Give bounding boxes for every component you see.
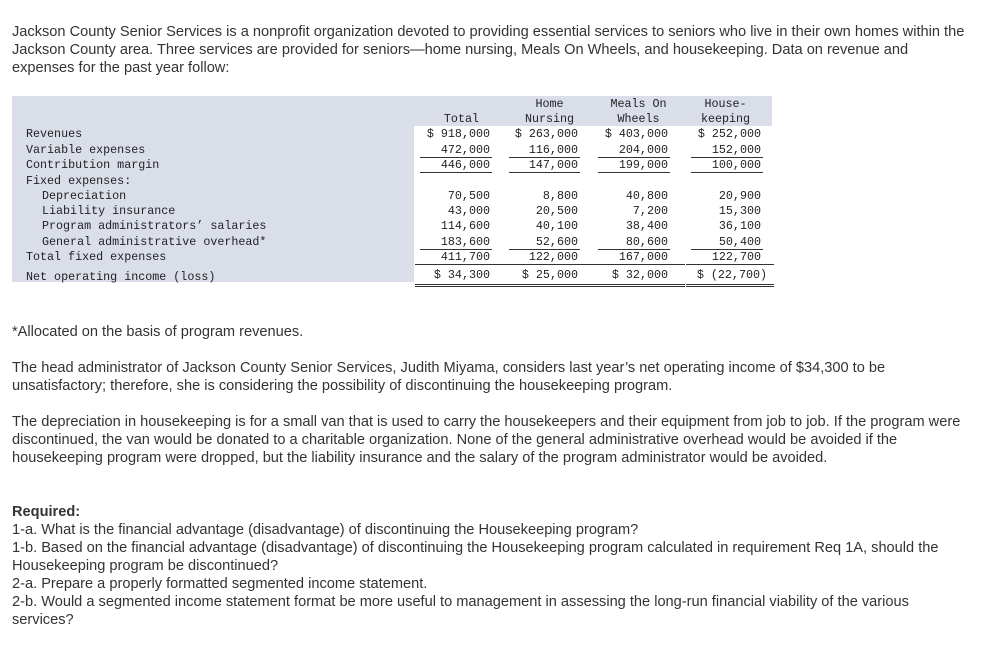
row-label-admin-overhead: General administrative overhead* (42, 235, 267, 249)
header-home-line1: Home (535, 97, 564, 111)
noi-home: $ 25,000 (521, 268, 578, 282)
rule-meals (598, 172, 670, 173)
row-label-liability-insurance: Liability insurance (42, 204, 176, 218)
row-label-total-fixed-expenses: Total fixed expenses (26, 250, 167, 264)
revenues-housekeeping: $ 252,000 (697, 127, 761, 141)
rule-home (505, 264, 595, 265)
salaries-home: 40,100 (535, 219, 578, 233)
double-rule-home (505, 286, 595, 287)
noi-housekeeping: $ (22,700) (696, 268, 767, 282)
overhead-home: 52,600 (535, 235, 578, 249)
noi-total: $ 34,300 (433, 268, 490, 282)
row-label-revenues: Revenues (26, 127, 83, 141)
rule-total (415, 264, 505, 265)
double-rule-total (415, 286, 505, 287)
rule-meals (595, 264, 685, 265)
row-label-fixed-expenses: Fixed expenses: (26, 174, 132, 188)
requirement-2a: 2-a. Prepare a properly formatted segmented income statement. (12, 576, 428, 592)
double-rule-meals (595, 284, 685, 285)
row-label-variable-expenses: Variable expenses (26, 143, 146, 157)
requirement-1b: 1-b. Based on the financial advantage (disadvantage) of discontinuing the Housekeeping program calculated in requirement Req 1A, should the Housekeeping program be discontinued? (12, 540, 939, 574)
required-section (12, 503, 967, 629)
variable-housekeeping: 152,000 (711, 143, 761, 157)
overhead-total: 183,600 (440, 235, 490, 249)
liability-total: 43,000 (447, 204, 490, 218)
header-meals-line2: Wheels (617, 112, 660, 126)
cm-meals: 199,000 (618, 158, 668, 172)
variable-meals: 204,000 (618, 143, 668, 157)
liability-meals: 7,200 (632, 204, 668, 218)
revenues-meals: $ 403,000 (604, 127, 668, 141)
double-rule-meals (595, 286, 685, 287)
header-home-line2: Nursing (524, 112, 575, 126)
intro-paragraph: Jackson County Senior Services is a nonprofit organization devoted to providing essential services to seniors who live in their own homes within the Jackson County area. Three services are provided for seniors—home nursing, Meals On Wheels, and housekeeping. Data on revenue and expenses for the past year follow: (12, 24, 965, 76)
double-rule-home (505, 284, 595, 285)
salaries-housekeeping: 36,100 (718, 219, 761, 233)
variable-total: 472,000 (440, 143, 490, 157)
financial-data-table (12, 96, 772, 291)
row-label-net-operating-income: Net operating income (loss) (26, 270, 216, 284)
cm-housekeeping: 100,000 (711, 158, 761, 172)
cm-total: 446,000 (440, 158, 490, 172)
liability-housekeeping: 15,300 (718, 204, 761, 218)
header-meals-line1: Meals On (610, 97, 667, 111)
salaries-total: 114,600 (440, 219, 490, 233)
row-label-depreciation: Depreciation (42, 189, 127, 203)
overhead-housekeeping: 50,400 (718, 235, 761, 249)
liability-home: 20,500 (535, 204, 578, 218)
double-rule-housekeeping (686, 284, 774, 285)
footnote: *Allocated on the basis of program revenues. (12, 324, 304, 340)
depreciation-housekeeping: 20,900 (718, 189, 761, 203)
cm-home: 147,000 (528, 158, 578, 172)
row-label-admin-salaries: Program administrators’ salaries (42, 219, 267, 233)
salaries-meals: 38,400 (625, 219, 668, 233)
total-fixed-home: 122,000 (528, 250, 578, 264)
double-rule-housekeeping (686, 286, 774, 287)
double-rule-total (415, 284, 505, 285)
variable-home: 116,000 (528, 143, 578, 157)
header-total: Total (443, 112, 479, 126)
row-label-contribution-margin: Contribution margin (26, 158, 160, 172)
administrator-paragraph: The head administrator of Jackson County Senior Services, Judith Miyama, considers last year’s net operating income of $34,300 to be unsatisfactory; therefore, she is considering the possibility of discontinuing the housekeeping program. (12, 360, 886, 394)
overhead-meals: 80,600 (625, 235, 668, 249)
requirement-1a: 1-a. What is the financial advantage (disadvantage) of discontinuing the Housekeeping program? (12, 522, 639, 538)
header-housekeeping-line1: House- (704, 97, 747, 111)
depreciation-total: 70,500 (447, 189, 490, 203)
noi-meals: $ 32,000 (611, 268, 668, 282)
total-fixed-meals: 167,000 (618, 250, 668, 264)
rule-total (420, 172, 492, 173)
revenues-total: $ 918,000 (426, 127, 490, 141)
requirement-2b: 2-b. Would a segmented income statement format be more useful to management in assessing the long-run financial viability of the various services? (12, 594, 909, 628)
depreciation-home: 8,800 (542, 189, 578, 203)
rule-housekeeping (691, 172, 763, 173)
header-housekeeping-line2: keeping (700, 112, 751, 126)
depreciation-paragraph: The depreciation in housekeeping is for a small van that is used to carry the housekeepers and their equipment from job to job. If the program were discontinued, the van would be donated to a charitable organization. None of the general administrative overhead would be avoided if the housekeeping program were dropped, but the liability insurance and the salary of the program administrator would be avoided. (12, 414, 961, 466)
depreciation-meals: 40,800 (625, 189, 668, 203)
rule-home (509, 172, 580, 173)
total-fixed-total: 411,700 (440, 250, 490, 264)
required-title: Required: (12, 504, 81, 520)
revenues-home: $ 263,000 (514, 127, 578, 141)
rule-housekeeping (686, 264, 774, 265)
total-fixed-housekeeping: 122,700 (711, 250, 761, 264)
